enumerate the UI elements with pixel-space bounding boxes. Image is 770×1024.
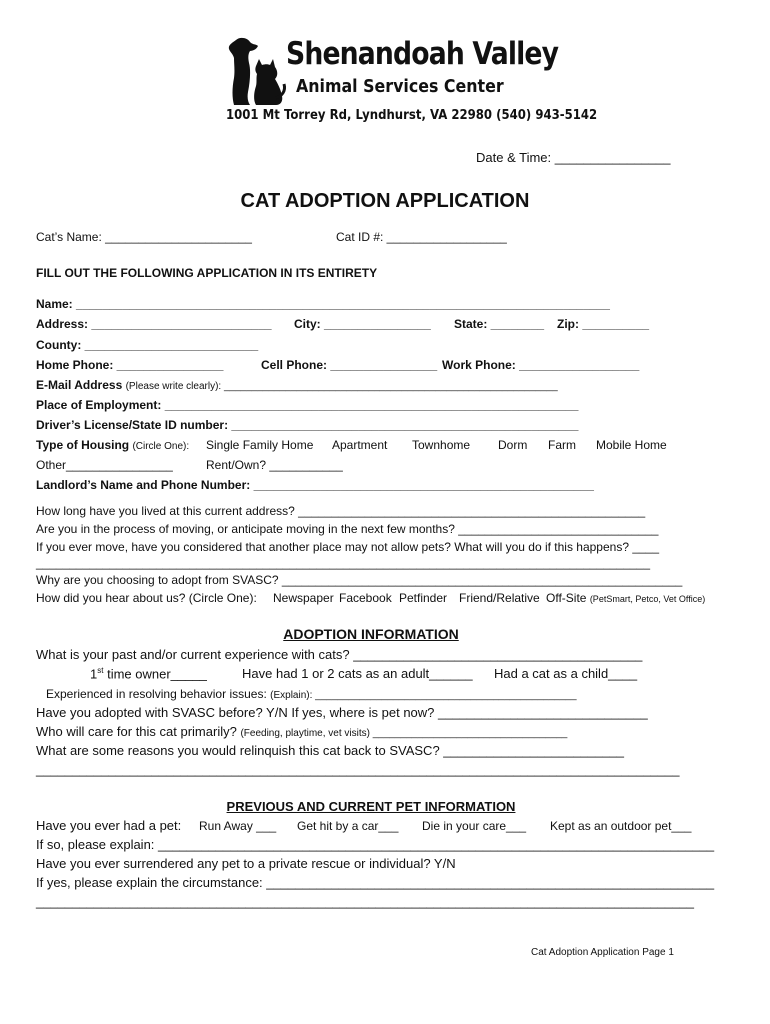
hear-option-newspaper[interactable]: Newspaper [273,591,334,605]
pet-option-hit-by-car[interactable]: Get hit by a car___ [297,819,399,833]
hear-option-off-site-note: (PetSmart, Petco, Vet Office) [589,594,706,604]
opt-behavior-explain[interactable]: (Explain): _______________________________________________ [270,690,577,701]
pet-option-outdoor-pet[interactable]: Kept as an outdoor pet___ [550,819,692,833]
date-time-field[interactable]: Date & Time: ________________ [476,150,671,165]
address-field[interactable]: Address: ___________________________ [36,317,272,331]
move-pets-field[interactable]: If you ever move, have you considered that another place may not allow pets? What will you do if this happens? ____ [36,540,660,554]
cell-phone-field[interactable]: Cell Phone: ________________ [261,358,438,372]
primary-caretaker-label: Who will care for this cat primarily? [36,724,237,739]
housing-note: (Circle One): [132,441,190,452]
relinquish-continuation-line[interactable]: _________________________________________________________________________________________ [36,762,680,777]
work-phone-field[interactable]: Work Phone: __________________ [442,358,640,372]
housing-other-field[interactable]: Other________________ [36,458,173,472]
pets-section-title: PREVIOUS AND CURRENT PET INFORMATION [226,799,516,814]
opt-behavior-issues[interactable] [46,687,577,701]
city-field[interactable]: City: ________________ [294,317,431,331]
email-field[interactable]: (Please write clearly): ____________________________________________________________ [125,381,558,392]
circumstance-field[interactable]: If yes, please explain the circumstance: ______________________________________________________________ [36,875,715,890]
opt-first-sup: st [97,666,104,675]
cat-id-field[interactable]: Cat ID #: __________________ [336,230,507,244]
had-pet-label: Have you ever had a pet: [36,818,182,833]
org-address-phone: 1001 Mt Torrey Rd, Lyndhurst, VA 22980 (540) 943-5142 [226,108,598,123]
employment-field[interactable]: Place of Employment: ______________________________________________________________ [36,398,579,412]
adopted-before-field[interactable]: Have you adopted with SVASC before? Y/N If yes, where is pet now? _____________________________ [36,705,648,720]
home-phone-field[interactable]: Home Phone: ________________ [36,358,224,372]
opt-first-time-owner[interactable] [90,666,207,681]
housing-option-single-family[interactable]: Single Family Home [206,438,314,452]
housing-option-mobile-home[interactable]: Mobile Home [596,438,667,452]
hear-option-off-site[interactable] [546,591,705,605]
housing-option-dorm[interactable]: Dorm [498,438,528,452]
form-title: CAT ADOPTION APPLICATION [240,190,530,212]
landlord-field[interactable]: Landlord’s Name and Phone Number: ___________________________________________________ [36,478,594,492]
primary-caretaker-note[interactable]: (Feeding, playtime, vet visits) ___________________________________ [240,728,568,739]
opt-behavior-label: Experienced in resolving behavior issues: [46,687,267,701]
opt-adult-cats[interactable]: Have had 1 or 2 cats as an adult______ [242,666,473,681]
email-label: E-Mail Address [36,378,123,392]
circumstance-continuation-line[interactable]: ___________________________________________________________________________________________ [36,894,694,909]
hear-option-facebook[interactable]: Facebook [339,591,392,605]
housing-option-townhome[interactable]: Townhome [412,438,471,452]
pet-option-run-away[interactable]: Run Away ___ [199,819,277,833]
lived-duration-field[interactable]: How long have you lived at this current address? ____________________________________________________ [36,504,646,518]
opt-first-number: 1 [90,666,98,682]
name-field[interactable]: Name: ________________________________________________________________________________ [36,297,610,311]
why-svasc-field[interactable]: Why are you choosing to adopt from SVASC? ____________________________________________________________ [36,573,683,587]
housing-row [36,438,189,452]
org-subtitle: Animal Services Center [296,76,504,97]
org-name: Shenandoah Valley [286,36,559,72]
county-field[interactable]: County: __________________________ [36,338,259,352]
housing-label: Type of Housing [36,438,130,452]
zip-field[interactable]: Zip: __________ [557,317,650,331]
state-field[interactable]: State: ________ [454,317,545,331]
hear-option-petfinder[interactable]: Petfinder [399,591,448,605]
relinquish-field[interactable]: What are some reasons you would relinquish this cat back to SVASC? _________________________ [36,743,625,758]
opt-child-cat[interactable]: Had a cat as a child____ [494,666,638,681]
page-footer: Cat Adoption Application Page 1 [531,947,674,958]
housing-option-apartment[interactable]: Apartment [332,438,388,452]
hear-option-friend-relative[interactable]: Friend/Relative [459,591,540,605]
move-pets-continuation-line[interactable]: ____________________________________________________________________________________________ [36,556,650,570]
pet-explain-field[interactable]: If so, please explain: _____________________________________________________________________________ [36,837,715,852]
surrendered-pet-field[interactable]: Have you ever surrendered any pet to a private rescue or individual? Y/N [36,856,456,871]
rent-own-field[interactable]: Rent/Own? ___________ [206,458,343,472]
housing-option-farm[interactable]: Farm [548,438,576,452]
experience-field[interactable]: What is your past and/or current experience with cats? ________________________________________ [36,647,643,662]
dog-and-cat-silhouette-icon [226,36,288,106]
hear-option-off-site-label: Off-Site [546,591,587,605]
primary-caretaker-field[interactable] [36,724,567,739]
moving-field[interactable]: Are you in the process of moving, or anticipate moving in the next few months? ______________________________ [36,522,659,536]
pet-option-died-in-care[interactable]: Die in your care___ [422,819,527,833]
adoption-section-title: ADOPTION INFORMATION [283,626,459,642]
license-field[interactable]: Driver’s License/State ID number: ____________________________________________________ [36,418,579,432]
cat-name-field[interactable]: Cat’s Name: ______________________ [36,230,252,244]
opt-first-text: time owner_____ [103,666,207,682]
instructions: FILL OUT THE FOLLOWING APPLICATION IN ITS ENTIRETY [36,266,378,280]
hear-about-label: How did you hear about us? (Circle One): [36,591,257,605]
email-row[interactable] [36,378,558,392]
